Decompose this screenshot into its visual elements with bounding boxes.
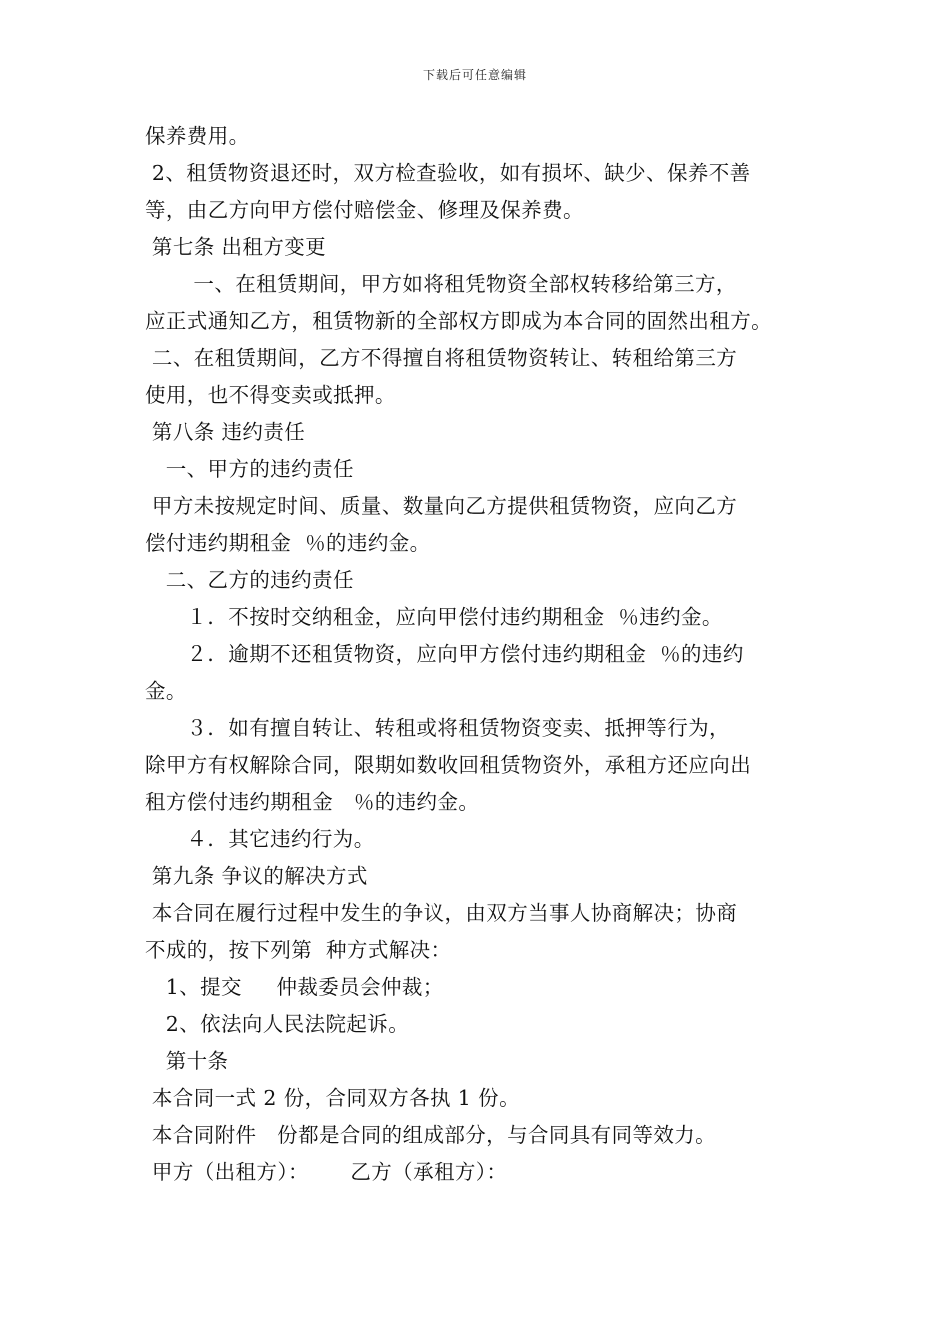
section-heading: 第七条 出租方变更 (145, 235, 327, 259)
text-line: 偿付违约期租金 ％的违约金。 (145, 531, 431, 555)
page-header: 下载后可任意编辑 (422, 68, 527, 82)
text-line: ４．其它违约行为。 (145, 827, 375, 851)
text-line: 2、租赁物资退还时，双方检查验收，如有损坏、缺少、保养不善 (145, 161, 751, 185)
text-line: 使用，也不得变卖或抵押。 (145, 383, 396, 407)
document-body (145, 118, 807, 1191)
text-line: 本合同在履行过程中发生的争议，由双方当事人协商解决；协商 (145, 901, 738, 925)
text-line: 金。 (145, 679, 187, 703)
text-line: 一、在租赁期间，甲方如将租凭物资全部权转移给第三方， (145, 272, 737, 296)
text-line: 租方偿付违约期租金 ％的违约金。 (145, 790, 480, 814)
text-line: 除甲方有权解除合同，限期如数收回租赁物资外，承租方还应向出 (145, 753, 752, 777)
section-heading: 第八条 违约责任 (145, 420, 306, 444)
text-line: ３．如有擅自转让、转租或将租赁物资变卖、抵押等行为， (145, 716, 730, 740)
text-line: ２．逾期不还租赁物资，应向甲方偿付违约期租金 ％的违约 (145, 642, 744, 666)
text-line: 1、提交 仲裁委员会仲裁； (145, 975, 444, 999)
text-line: 不成的，按下列第 种方式解决： (145, 938, 452, 962)
text-line: 甲方未按规定时间、质量、数量向乙方提供租赁物资，应向乙方 (145, 494, 738, 518)
section-heading: 第九条 争议的解决方式 (145, 864, 368, 888)
subsection-heading: 二、乙方的违约责任 (145, 568, 354, 592)
text-line: 保养费用。 (145, 124, 250, 148)
subsection-heading: 一、甲方的违约责任 (145, 457, 354, 481)
section-heading: 第十条 (145, 1049, 229, 1073)
text-line: １．不按时交纳租金，应向甲偿付违约期租金 ％违约金。 (145, 605, 723, 629)
text-line: 本合同一式 2 份，合同双方各执 1 份。 (145, 1086, 520, 1110)
text-line: 等，由乙方向甲方偿付赔偿金、修理及保养费。 (145, 198, 584, 222)
signature-line: 甲方（出租方）： 乙方（承租方）： (145, 1160, 508, 1184)
text-line: 本合同附件 份都是合同的组成部分，与合同具有同等效力。 (145, 1123, 717, 1147)
text-line: 应正式通知乙方，租赁物新的全部权方即成为本合同的固然出租方。 (145, 309, 772, 333)
text-line: 2、依法向人民法院起诉。 (145, 1012, 410, 1036)
text-line: 二、在租赁期间，乙方不得擅自将租赁物资转让、转租给第三方 (145, 346, 738, 370)
